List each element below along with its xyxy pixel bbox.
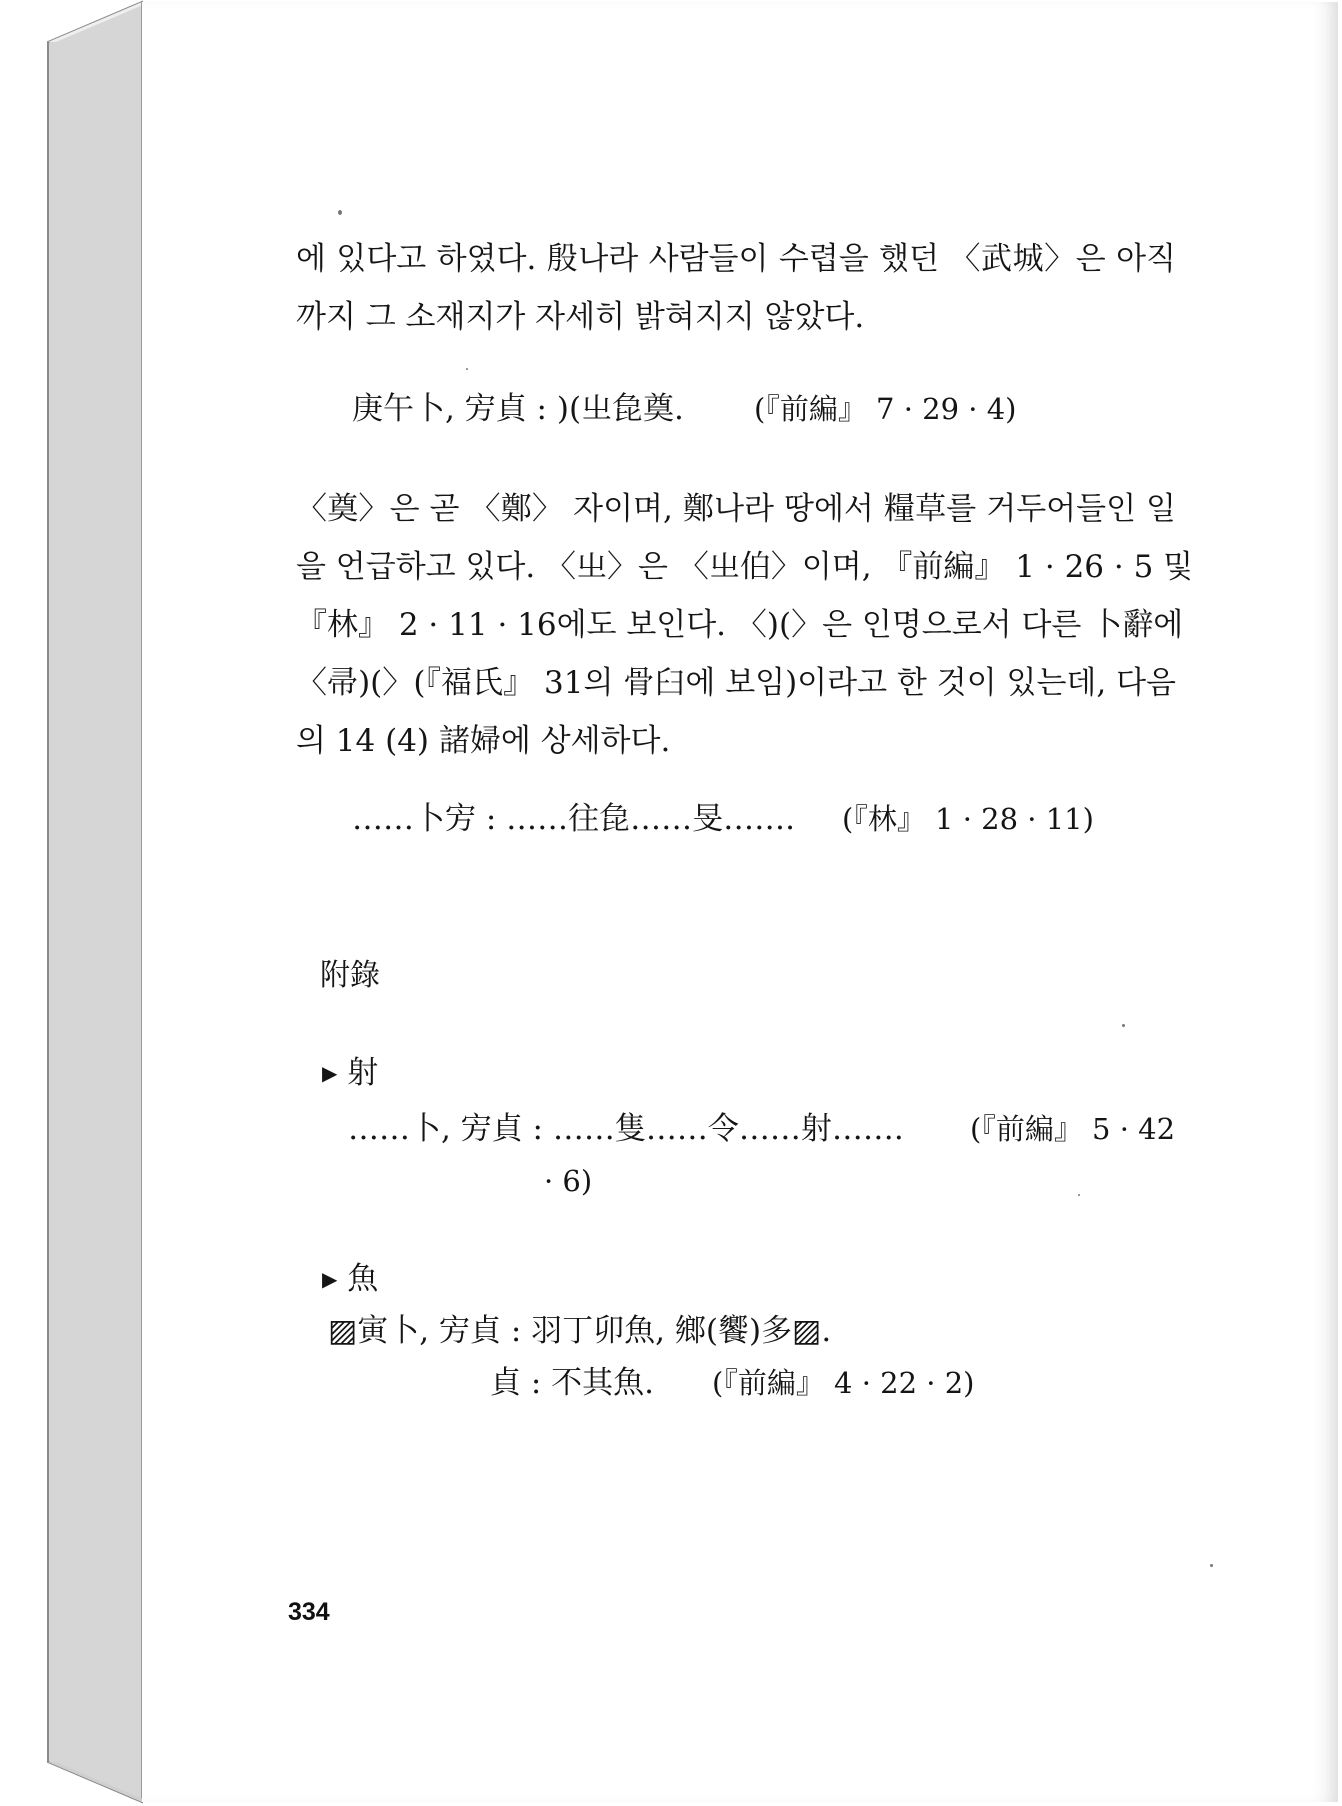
paragraph-1 [296,230,1176,346]
entry-1-heading [322,1044,378,1102]
citation-2-text: ……卜㝑 : ……往㲋……旻……. [352,801,796,837]
entry-1-source-continued: · 6) [544,1164,593,1198]
book-page [142,2,1338,1802]
paragraph-2-line-2: 을 언급하고 있다. 〈㞢〉은 〈㞢伯〉이며, 『前編』 1 · 26 · 5 및 [296,549,1194,585]
entry-1-source: (『前編』 5 · 42 [970,1112,1176,1146]
ink-speck [1210,1564,1213,1567]
paragraph-2-line-1: 〈奠〉은 곧 〈鄭〉 자이며, 鄭나라 땅에서 糧草를 거두어들인 일 [296,491,1176,527]
paragraph-1-line-1: 에 있다고 하였다. 殷나라 사람들이 수렵을 했던 〈武城〉은 아직 [296,241,1176,277]
ink-speck [466,368,468,370]
entry-2-title: 魚 [347,1261,379,1297]
page-number: 334 [288,1598,330,1626]
ink-speck [1078,1194,1080,1196]
entry-2-heading [322,1250,378,1308]
citation-2-source: (『林』 1 · 28 · 11) [842,802,1094,836]
entry-1-line: ……卜, 㝑貞 : ……隻……令……射……. [348,1111,904,1147]
triangle-marker-icon: ▶ [322,1267,338,1291]
paragraph-2-line-4: 〈帚)(〉(『福氏』 31의 骨臼에 보임)이라고 한 것이 있는데, 다음 [296,665,1176,701]
entry-1-title: 射 [347,1055,379,1091]
paragraph-2-line-5: 의 14 (4) 諸婦에 상세하다. [296,723,671,759]
entry-2-line-1: ▨寅卜, 㝑貞 : 羽丁卯魚, 鄉(饗)多▨. [328,1313,832,1349]
paragraph-2 [296,480,1194,770]
citation-1-source: (『前編』 7 · 29 · 4) [754,392,1017,426]
paragraph-2-line-3: 『林』 2 · 11 · 16에도 보인다. 〈)(〉은 인명으로서 다른 卜辭에 [296,607,1184,643]
entry-2-source: (『前編』 4 · 22 · 2) [712,1366,975,1400]
paragraph-1-line-2: 까지 그 소재지가 자세히 밝혀지지 않았다. [296,299,865,335]
citation-1 [352,380,684,438]
triangle-marker-icon: ▶ [322,1061,338,1085]
citation-1-text: 庚午卜, 㝑貞 : )(㞢㲋奠. [352,391,684,427]
ink-speck [1122,1024,1125,1027]
citation-2 [352,790,795,848]
appendix-heading: 附錄 [320,958,380,993]
entry-2-line-2: 貞 : 不其魚. [490,1365,655,1401]
ink-speck [338,210,342,215]
